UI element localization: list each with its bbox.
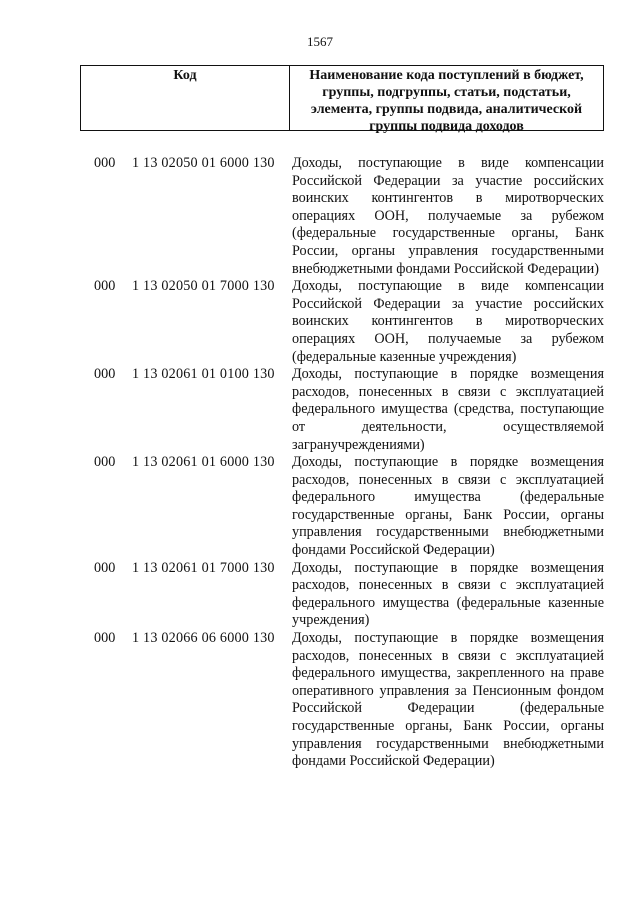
entry-admin-code: 000 [94, 559, 116, 576]
header-name-label: Наименование кода поступлений в бюджет, группы, подгруппы, статьи, подстатьи, элемента, группы подвида, аналитической группы подвида доходов [309, 68, 584, 134]
entry-revenue-code: 1 13 02066 06 6000 130 [132, 630, 275, 647]
entries-list [94, 155, 604, 771]
entry-admin-code: 000 [94, 630, 116, 647]
entry-revenue-code: 1 13 02050 01 7000 130 [132, 278, 275, 295]
entry-admin-code: 000 [94, 454, 116, 471]
header-code-label: Код [81, 66, 290, 130]
entry-revenue-code: 1 13 02061 01 6000 130 [132, 454, 275, 471]
entry-description: Доходы, поступающие в порядке возмещения расходов, понесенных в связи с эксплуатацией федерального имущества (средства, поступающие от деятельности, осуществляемой загранучреждениями) [292, 366, 604, 453]
entry-revenue-code: 1 13 02050 01 6000 130 [132, 155, 275, 171]
entry-description: Доходы, поступающие в виде компенсации Российской Федерации за участие российских воинских контингентов в миротворческих операциях ООН, получаемые за рубежом (федеральные казенные учреждения) [292, 278, 604, 365]
entry-revenue-code: 1 13 02061 01 7000 130 [132, 559, 275, 576]
page-number: 1567 [307, 34, 333, 49]
entry-description: Доходы, поступающие в виде компенсации Российской Федерации за участие российских воинских контингентов в миротворческих операциях ООН, получаемые за рубежом (федеральные государственные органы, Банк России, органы управления государственными внебюджетными фондами Российской Федерации) [292, 155, 604, 277]
list-item [94, 278, 604, 366]
entry-description: Доходы, поступающие в порядке возмещения расходов, понесенных в связи с эксплуатацией федерального имущества, закрепленного на праве оперативного управления за Пенсионным фондом Российской Федерации (федеральные государственные органы, Банк России, органы управления государственными внебюджетными фондами Российской Федерации) [292, 630, 604, 770]
list-item [94, 454, 604, 560]
entry-admin-code: 000 [94, 366, 116, 383]
list-item [94, 155, 604, 278]
entry-description: Доходы, поступающие в порядке возмещения расходов, понесенных в связи с эксплуатацией федерального имущества (федеральные казенные учреждения) [292, 559, 604, 629]
entry-description: Доходы, поступающие в порядке возмещения расходов, понесенных в связи с эксплуатацией федерального имущества (федеральные государственные органы, Банк России, органы управления государственными внебюджетными фондами Российской Федерации) [292, 454, 604, 559]
entry-revenue-code: 1 13 02061 01 0100 130 [132, 366, 275, 383]
list-item [94, 366, 604, 454]
list-item [94, 630, 604, 771]
entry-admin-code: 000 [94, 155, 116, 171]
entry-admin-code: 000 [94, 278, 116, 295]
table-header [80, 65, 604, 134]
list-item [94, 560, 604, 630]
